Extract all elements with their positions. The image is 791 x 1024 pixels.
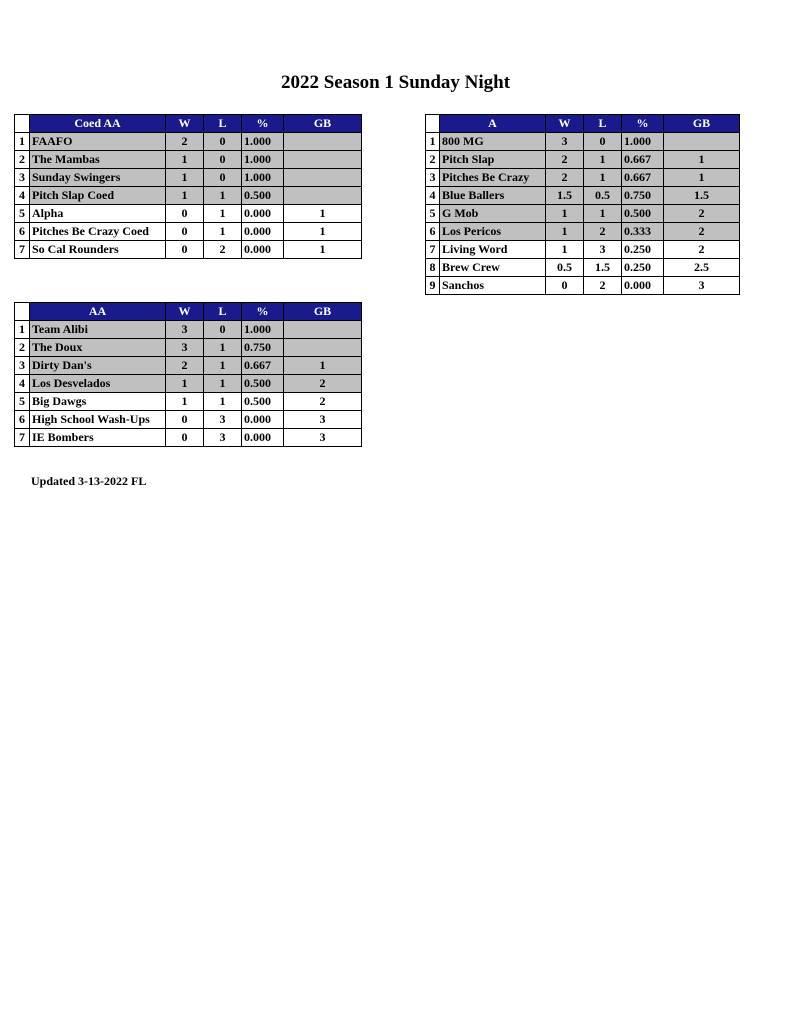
- wins-header: W: [546, 115, 584, 133]
- losses-cell: 1: [204, 187, 242, 205]
- wins-cell: 2: [546, 151, 584, 169]
- pct-cell: 0.500: [242, 187, 284, 205]
- wins-cell: 0: [166, 223, 204, 241]
- a-standings-table: [425, 114, 740, 295]
- wins-cell: 1: [546, 241, 584, 259]
- wins-cell: 1: [166, 151, 204, 169]
- losses-cell: 0: [204, 169, 242, 187]
- losses-cell: 2: [204, 241, 242, 259]
- wins-cell: 0: [166, 205, 204, 223]
- losses-cell: 1: [584, 205, 622, 223]
- gb-cell: 2: [284, 375, 362, 393]
- pct-cell: 1.000: [242, 321, 284, 339]
- gb-cell: 1: [284, 205, 362, 223]
- losses-header: L: [204, 303, 242, 321]
- gb-cell: [284, 339, 362, 357]
- pct-cell: 1.000: [242, 151, 284, 169]
- team-name-cell: Blue Ballers: [440, 187, 546, 205]
- table-header-row: [15, 303, 362, 321]
- rank-cell: 5: [15, 205, 30, 223]
- team-name-cell: Pitches Be Crazy Coed: [30, 223, 166, 241]
- table-row: [15, 375, 362, 393]
- pct-cell: 0.000: [242, 411, 284, 429]
- table-row: [15, 339, 362, 357]
- rank-cell: 1: [15, 133, 30, 151]
- table-row: [15, 429, 362, 447]
- table-row: [426, 223, 740, 241]
- rank-cell: 5: [426, 205, 440, 223]
- wins-cell: 0: [546, 277, 584, 295]
- losses-cell: 2: [584, 223, 622, 241]
- table-row: [15, 241, 362, 259]
- table-header-row: [426, 115, 740, 133]
- coed-aa-standings-table: [14, 114, 362, 259]
- gb-header: GB: [284, 303, 362, 321]
- division-name-header: AA: [30, 303, 166, 321]
- losses-cell: 1: [584, 151, 622, 169]
- team-name-cell: Pitch Slap: [440, 151, 546, 169]
- updated-note: Updated 3-13-2022 FL: [31, 474, 147, 488]
- wins-cell: 1: [166, 169, 204, 187]
- rank-cell: 2: [426, 151, 440, 169]
- table-row: [15, 187, 362, 205]
- rank-cell: 3: [15, 357, 30, 375]
- pct-cell: 0.000: [242, 223, 284, 241]
- pct-cell: 0.667: [622, 169, 664, 187]
- rank-cell: 8: [426, 259, 440, 277]
- pct-cell: 0.750: [242, 339, 284, 357]
- losses-cell: 3: [204, 429, 242, 447]
- losses-cell: 0: [204, 151, 242, 169]
- losses-cell: 1.5: [584, 259, 622, 277]
- gb-cell: 1: [664, 169, 740, 187]
- table-row: [426, 187, 740, 205]
- wins-cell: 1: [166, 393, 204, 411]
- pct-cell: 0.750: [622, 187, 664, 205]
- gb-cell: 2: [664, 241, 740, 259]
- rank-cell: 7: [15, 429, 30, 447]
- wins-cell: 0: [166, 411, 204, 429]
- gb-cell: 2: [284, 393, 362, 411]
- table-row: [15, 321, 362, 339]
- gb-cell: 3: [284, 429, 362, 447]
- gb-cell: 1: [284, 241, 362, 259]
- losses-cell: 1: [204, 223, 242, 241]
- team-name-cell: So Cal Rounders: [30, 241, 166, 259]
- team-name-cell: Dirty Dan's: [30, 357, 166, 375]
- division-name-header: Coed AA: [30, 115, 166, 133]
- gb-cell: 1: [284, 223, 362, 241]
- rank-cell: 9: [426, 277, 440, 295]
- gb-cell: 3: [284, 411, 362, 429]
- losses-cell: 1: [204, 375, 242, 393]
- rank-header: [426, 115, 440, 133]
- wins-cell: 1: [166, 375, 204, 393]
- pct-cell: 1.000: [242, 169, 284, 187]
- table-row: [15, 169, 362, 187]
- pct-cell: 0.000: [242, 241, 284, 259]
- losses-cell: 0.5: [584, 187, 622, 205]
- pct-cell: 0.333: [622, 223, 664, 241]
- table-row: [426, 133, 740, 151]
- rank-cell: 1: [15, 321, 30, 339]
- table-row: [426, 169, 740, 187]
- rank-cell: 6: [15, 411, 30, 429]
- team-name-cell: Pitches Be Crazy: [440, 169, 546, 187]
- pct-cell: 1.000: [622, 133, 664, 151]
- rank-header: [15, 115, 30, 133]
- rank-cell: 4: [15, 187, 30, 205]
- team-name-cell: The Doux: [30, 339, 166, 357]
- page-title: 2022 Season 1 Sunday Night: [280, 72, 511, 93]
- wins-cell: 0.5: [546, 259, 584, 277]
- gb-cell: [284, 321, 362, 339]
- table-header-row: [15, 115, 362, 133]
- team-name-cell: Los Pericos: [440, 223, 546, 241]
- pct-cell: 0.667: [622, 151, 664, 169]
- rank-cell: 3: [426, 169, 440, 187]
- gb-cell: [284, 133, 362, 151]
- rank-header: [15, 303, 30, 321]
- rank-cell: 7: [426, 241, 440, 259]
- table-row: [15, 223, 362, 241]
- wins-cell: 1: [166, 187, 204, 205]
- rank-cell: 4: [426, 187, 440, 205]
- wins-header: W: [166, 115, 204, 133]
- wins-cell: 1.5: [546, 187, 584, 205]
- team-name-cell: Alpha: [30, 205, 166, 223]
- team-name-cell: Brew Crew: [440, 259, 546, 277]
- gb-cell: 1.5: [664, 187, 740, 205]
- wins-cell: 1: [546, 223, 584, 241]
- rank-cell: 2: [15, 339, 30, 357]
- gb-cell: 3: [664, 277, 740, 295]
- wins-header: W: [166, 303, 204, 321]
- table-row: [426, 277, 740, 295]
- team-name-cell: Team Alibi: [30, 321, 166, 339]
- team-name-cell: Los Desvelados: [30, 375, 166, 393]
- wins-cell: 3: [546, 133, 584, 151]
- rank-cell: 6: [426, 223, 440, 241]
- rank-cell: 2: [15, 151, 30, 169]
- wins-cell: 2: [166, 133, 204, 151]
- pct-header: %: [622, 115, 664, 133]
- team-name-cell: Pitch Slap Coed: [30, 187, 166, 205]
- wins-cell: 0: [166, 241, 204, 259]
- pct-header: %: [242, 303, 284, 321]
- gb-header: GB: [664, 115, 740, 133]
- table-row: [426, 241, 740, 259]
- losses-cell: 1: [204, 357, 242, 375]
- team-name-cell: FAAFO: [30, 133, 166, 151]
- rank-cell: 3: [15, 169, 30, 187]
- team-name-cell: Sunday Swingers: [30, 169, 166, 187]
- gb-cell: 1: [284, 357, 362, 375]
- gb-cell: [284, 151, 362, 169]
- pct-cell: 0.000: [622, 277, 664, 295]
- team-name-cell: Big Dawgs: [30, 393, 166, 411]
- wins-cell: 2: [166, 357, 204, 375]
- rank-cell: 6: [15, 223, 30, 241]
- losses-cell: 0: [204, 133, 242, 151]
- pct-cell: 0.000: [242, 429, 284, 447]
- losses-cell: 1: [204, 339, 242, 357]
- table-row: [426, 259, 740, 277]
- gb-cell: 2: [664, 205, 740, 223]
- wins-cell: 1: [546, 205, 584, 223]
- wins-cell: 3: [166, 339, 204, 357]
- rank-cell: 5: [15, 393, 30, 411]
- team-name-cell: G Mob: [440, 205, 546, 223]
- rank-cell: 4: [15, 375, 30, 393]
- gb-header: GB: [284, 115, 362, 133]
- losses-header: L: [584, 115, 622, 133]
- pct-cell: 0.250: [622, 259, 664, 277]
- table-row: [15, 357, 362, 375]
- team-name-cell: Sanchos: [440, 277, 546, 295]
- team-name-cell: High School Wash-Ups: [30, 411, 166, 429]
- team-name-cell: The Mambas: [30, 151, 166, 169]
- gb-cell: 2: [664, 223, 740, 241]
- table-row: [426, 205, 740, 223]
- losses-cell: 1: [204, 205, 242, 223]
- team-name-cell: IE Bombers: [30, 429, 166, 447]
- team-name-cell: Living Word: [440, 241, 546, 259]
- losses-cell: 0: [204, 321, 242, 339]
- wins-cell: 3: [166, 321, 204, 339]
- gb-cell: 2.5: [664, 259, 740, 277]
- gb-cell: 1: [664, 151, 740, 169]
- losses-cell: 1: [204, 393, 242, 411]
- losses-cell: 0: [584, 133, 622, 151]
- gb-cell: [284, 187, 362, 205]
- pct-cell: 0.667: [242, 357, 284, 375]
- table-row: [15, 411, 362, 429]
- pct-cell: 0.250: [622, 241, 664, 259]
- pct-cell: 0.000: [242, 205, 284, 223]
- pct-cell: 1.000: [242, 133, 284, 151]
- losses-cell: 3: [584, 241, 622, 259]
- losses-header: L: [204, 115, 242, 133]
- gb-cell: [664, 133, 740, 151]
- table-row: [15, 205, 362, 223]
- pct-cell: 0.500: [242, 375, 284, 393]
- rank-cell: 7: [15, 241, 30, 259]
- gb-cell: [284, 169, 362, 187]
- pct-cell: 0.500: [242, 393, 284, 411]
- losses-cell: 3: [204, 411, 242, 429]
- wins-cell: 0: [166, 429, 204, 447]
- table-row: [426, 151, 740, 169]
- table-row: [15, 133, 362, 151]
- wins-cell: 2: [546, 169, 584, 187]
- pct-cell: 0.500: [622, 205, 664, 223]
- table-row: [15, 151, 362, 169]
- aa-standings-table: [14, 302, 362, 447]
- pct-header: %: [242, 115, 284, 133]
- table-row: [15, 393, 362, 411]
- losses-cell: 1: [584, 169, 622, 187]
- team-name-cell: 800 MG: [440, 133, 546, 151]
- rank-cell: 1: [426, 133, 440, 151]
- division-name-header: A: [440, 115, 546, 133]
- losses-cell: 2: [584, 277, 622, 295]
